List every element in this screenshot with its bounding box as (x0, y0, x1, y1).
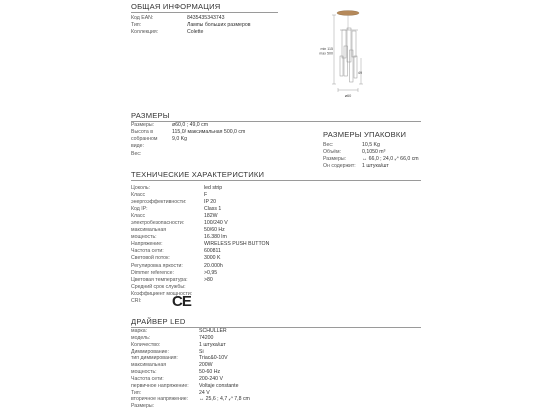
tech-key: Средний срок службы: (131, 283, 186, 290)
tech-value: 100/240 V (204, 220, 228, 227)
tech-value: 600811 (204, 248, 221, 255)
list-item (131, 390, 250, 397)
ceiling-canopy (337, 11, 359, 16)
tech-value: >80 (204, 276, 213, 283)
list-item (131, 255, 269, 262)
driver-value: SCHULLER (199, 328, 227, 334)
driver-key: Диммирование: (131, 348, 169, 355)
driver-key: Размеры: (131, 403, 154, 410)
list-item (131, 270, 269, 277)
driver-key: Частота сети: (131, 375, 164, 382)
sizes-list (131, 122, 245, 158)
tech-key: Частота сети: (131, 248, 164, 255)
list-item (131, 22, 250, 29)
general-list (131, 15, 250, 36)
tech-value: led strip (204, 185, 223, 191)
packaging-title: РАЗМЕРЫ УПАКОВКИ (323, 130, 407, 139)
height-label-min: min 115 (320, 47, 333, 51)
tech-key: Цоколь: (131, 185, 150, 191)
packaging-value: 10,5 Kg (362, 142, 380, 148)
list-item (323, 163, 419, 170)
list-item (131, 122, 245, 129)
driver-value: 1 штука/шт (199, 341, 226, 348)
sizes-value: ø60,0 ; 49,0 cm (172, 122, 209, 128)
tech-key: Коэффициент мощности: (131, 290, 193, 297)
driver-value: ↔ 25,6 ; 4,7 ⤢ 7,8 cm (199, 396, 250, 403)
tech-value: 182W (204, 213, 218, 220)
list-item (131, 213, 269, 220)
tech-value: 16.380 lm (204, 234, 227, 241)
driver-key: модель: (131, 334, 151, 341)
general-title: ОБЩАЯ ИНФОРМАЦИЯ (131, 2, 221, 11)
tech-value: 50/60 Hz (204, 227, 225, 234)
tech-key: максимальная (131, 227, 167, 234)
tech-key: электробезопасности: (131, 220, 185, 227)
list-item (131, 298, 269, 305)
packaging-list (323, 142, 419, 171)
list-item (131, 192, 269, 199)
sizes-key: Размеры: (131, 122, 154, 128)
general-value: 8435435343743 (187, 15, 225, 21)
list-item (131, 199, 269, 206)
height-label-max: max 500 (319, 51, 333, 56)
general-key: Код EAN: (131, 15, 154, 21)
driver-value: Si (199, 348, 204, 355)
tech-value: WIRELESS PUSH BUTTON (204, 241, 270, 248)
list-item (131, 151, 245, 158)
side-height-label: 49 (357, 71, 363, 75)
sizes-value: 9,0 Kg (172, 136, 187, 143)
tech-title: ТЕХНИЧЕСКИЕ ХАРАКТЕРИСТИКИ (131, 170, 265, 179)
tech-value: >0,95 (204, 269, 218, 276)
packaging-key: Объём: (323, 149, 341, 156)
sizes-key: собранном (131, 136, 158, 143)
list-item (131, 263, 269, 270)
tech-value: Class 1 (204, 206, 222, 213)
driver-value: 200W (199, 362, 213, 369)
list-item (131, 206, 269, 213)
packaging-value: 1 штука/шт (362, 163, 389, 170)
list-item (323, 149, 419, 156)
driver-key: Количество: (131, 341, 161, 348)
general-key: Тип: (131, 22, 142, 29)
driver-value: Voltaje constante (199, 382, 239, 389)
list-item (131, 284, 269, 291)
tech-key: Регулировка яркости: (131, 262, 183, 269)
list-item (131, 291, 269, 298)
list-item (323, 156, 419, 163)
tech-key: Напряжение: (131, 241, 163, 248)
driver-value: 74200 (199, 334, 214, 341)
list-item (131, 129, 245, 136)
list-item (131, 15, 250, 22)
packaging-key: Размеры: (323, 156, 346, 163)
packaging-key: Он содержит: (323, 163, 356, 170)
tech-key: Класс (131, 192, 146, 199)
list-item (131, 362, 250, 369)
driver-key: первичное напряжение: (131, 382, 189, 389)
list-item (131, 355, 250, 362)
driver-key: мощность: (131, 369, 157, 376)
list-item (131, 396, 250, 403)
list-item (131, 349, 250, 356)
list-item (131, 335, 250, 342)
packaging-value: ↔ 66,0 ; 24,0 ⤢ 66,0 cm (362, 156, 419, 163)
sizes-value: 115,0/ максимальная 500,0 cm (172, 129, 246, 136)
general-rule (131, 12, 278, 13)
list-item (131, 241, 269, 248)
tech-value: 3000 K (204, 255, 221, 262)
general-key: Коллекция: (131, 29, 159, 36)
list-item (131, 29, 250, 36)
driver-value: 200-240 V (199, 375, 223, 382)
packaging-key: Вес: (323, 142, 334, 148)
tech-key: Код IP: (131, 206, 148, 213)
tech-value: 20.000h (204, 262, 223, 269)
diameter-label: ø60 (344, 94, 352, 98)
tech-list (131, 185, 269, 305)
sizes-key: Высота в (131, 129, 154, 136)
list-item (131, 136, 245, 143)
list-item (131, 234, 269, 241)
list-item (131, 328, 250, 335)
tech-key: Dimmer reference: (131, 269, 174, 276)
product-dimension-drawing (300, 6, 400, 98)
list-item (131, 143, 245, 150)
general-value: Colette (187, 29, 204, 36)
list-item (131, 227, 269, 234)
driver-key: Тип: (131, 389, 142, 396)
driver-key: марка: (131, 328, 148, 334)
sizes-key: Вес: (131, 150, 142, 157)
list-item (323, 142, 419, 149)
tech-key: мощность: (131, 234, 157, 241)
driver-list (131, 328, 250, 410)
tech-key: Цветовая температура: (131, 276, 188, 283)
list-item (131, 369, 250, 376)
general-value: Лампы больших размеров (187, 22, 251, 29)
driver-key: вторичное напряжение: (131, 396, 189, 403)
tech-key: Класс (131, 213, 146, 220)
driver-value: 24 V (199, 389, 210, 396)
tech-value: IP 20 (204, 199, 217, 206)
driver-title: ДРАЙВЕР LED (131, 317, 186, 326)
sizes-key: виде: (131, 143, 145, 150)
crystal-cluster (340, 28, 358, 82)
sizes-title: РАЗМЕРЫ (131, 111, 170, 120)
driver-value: 50-60 Hz (199, 369, 221, 376)
list-item (131, 403, 250, 410)
packaging-value: 0,1050 m³ (362, 149, 386, 156)
list-item (131, 220, 269, 227)
tech-value: F (204, 192, 208, 199)
tech-key: энергоэффективности: (131, 199, 187, 206)
list-item (131, 185, 269, 192)
list-item (131, 277, 269, 284)
driver-key: максимальная (131, 362, 167, 369)
tech-key: Световой поток: (131, 255, 170, 262)
tech-rule (131, 180, 421, 181)
list-item (131, 383, 250, 390)
driver-value: Triac&0-10V (199, 355, 228, 362)
ce-mark-icon: CE (172, 293, 191, 310)
list-item (131, 376, 250, 383)
list-item (131, 342, 250, 349)
tech-key: CRI: (131, 297, 142, 304)
driver-key: тип диммирования: (131, 355, 178, 362)
list-item (131, 248, 269, 255)
